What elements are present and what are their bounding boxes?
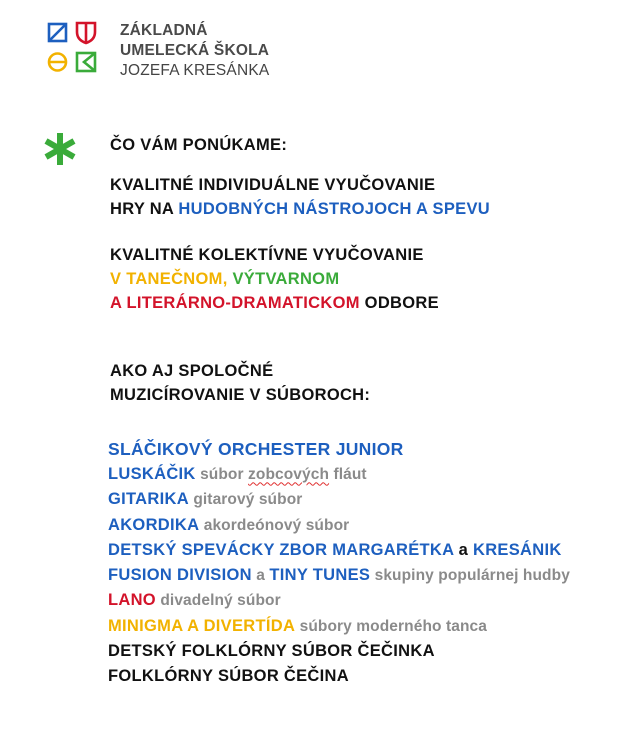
offer-heading-block xyxy=(110,133,287,157)
school-name-line1: ZÁKLADNÁ xyxy=(120,22,208,39)
asterisk-icon xyxy=(43,132,77,166)
offer-p1-line2-b: HUDOBNÝCH NÁSTROJOCH A SPEVU xyxy=(178,200,490,218)
school-logo-icon xyxy=(46,21,102,77)
offer-p3-line2: MUZICÍROVANIE V SÚBOROCH: xyxy=(110,386,371,404)
ensemble-name: LANO xyxy=(108,591,156,609)
ensemble-name: KRESÁNIK xyxy=(473,541,562,559)
ensemble-conjunction: a xyxy=(453,541,473,559)
offer-p1-line2-a: HRY NA xyxy=(110,200,179,218)
ensemble-conjunction: a xyxy=(251,566,270,584)
ensemble-name: FUSION DIVISION xyxy=(108,565,252,584)
ensemble-name: LUSKÁČIK xyxy=(108,464,196,483)
offer-p2-line3-a: A LITERÁRNO-DRAMATICKOM xyxy=(110,294,360,312)
ensemble-desc: súbor xyxy=(195,465,249,483)
offer-p3-line1: AKO AJ SPOLOČNÉ xyxy=(110,362,274,380)
list-item: FOLKLÓRNY SÚBOR ČEČINA xyxy=(108,666,349,685)
list-item xyxy=(108,614,570,640)
list-item: SLÁČIKOVÝ ORCHESTER JUNIOR xyxy=(108,439,404,459)
ensemble-desc: súbory moderného tanca xyxy=(295,617,487,635)
ensemble-desc: fláut xyxy=(329,465,367,483)
offer-p2-line1: KVALITNÉ KOLEKTÍVNE VYUČOVANIE xyxy=(110,246,424,264)
list-item xyxy=(108,563,570,589)
offer-paragraph-3 xyxy=(110,359,370,407)
offer-p2-line2 xyxy=(110,267,439,291)
offer-p1-line2 xyxy=(110,197,490,221)
list-item: DETSKÝ FOLKLÓRNY SÚBOR ČEČINKA xyxy=(108,642,435,660)
list-item xyxy=(108,513,570,539)
offer-p2-line3-b: ODBORE xyxy=(359,294,439,312)
ensemble-name: DETSKÝ SPEVÁCKY ZBOR MARGARÉTKA xyxy=(108,541,454,559)
school-name xyxy=(120,21,269,81)
ensemble-name: GITARIKA xyxy=(108,490,189,508)
ensemble-name: TINY TUNES xyxy=(269,565,371,584)
offer-heading: ČO VÁM PONÚKAME: xyxy=(110,136,288,154)
list-item xyxy=(108,487,570,513)
ensemble-desc: gitarový súbor xyxy=(188,491,303,508)
ensemble-name: MINIGMA A DIVERTÍDA xyxy=(108,616,296,635)
school-logo xyxy=(46,21,306,81)
ensemble-desc-misspelled: zobcových xyxy=(248,465,330,483)
list-item xyxy=(108,538,570,563)
school-name-line2: UMELECKÁ ŠKOLA xyxy=(120,42,270,59)
list-item xyxy=(108,462,570,488)
offer-paragraph-1 xyxy=(110,173,490,221)
ensembles-list xyxy=(108,437,570,688)
offer-p2-line2-b: VÝTVARNOM xyxy=(232,270,340,288)
ensemble-desc: skupiny populárnej hudby xyxy=(370,566,570,584)
offer-paragraph-2 xyxy=(110,243,439,315)
offer-p2-line3 xyxy=(110,291,439,315)
ensemble-desc: akordeónový súbor xyxy=(199,516,350,534)
offer-p2-line2-a: V TANEČNOM, xyxy=(110,270,233,288)
list-item xyxy=(108,588,570,614)
ensemble-name: AKORDIKA xyxy=(108,515,200,534)
ensemble-desc: divadelný súbor xyxy=(155,592,281,609)
school-name-line3: JOZEFA KRESÁNKA xyxy=(120,62,270,79)
offer-p1-line1: KVALITNÉ INDIVIDUÁLNE VYUČOVANIE xyxy=(110,176,436,194)
